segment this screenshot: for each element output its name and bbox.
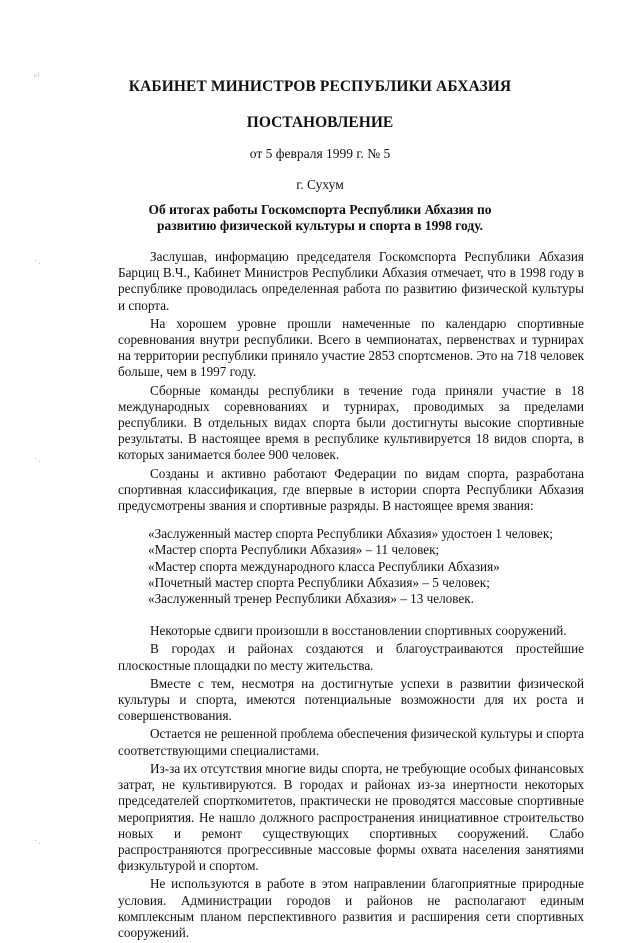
paragraph: Сборные команды республики в течение года приняли участие в 18 международных соревнованиях и турнирах, проводимых за пределами республики. В отдельных видах спорта были достигнуты высокие спортивные результаты. В настоящее время в республике культивируется 18 видов спорта, в которых занимается более 900 человек. [118,382,584,463]
scan-mark: ʿ· [34,456,42,468]
subject-line: развитию физической культуры и спорта в 1998 году. [157,218,483,233]
paragraph: На хорошем уровне прошли намеченные по календарю спортивные соревнования внутри республики. Всего в чемпионатах, первенствах и турнирах на территории республики приняло участие 2853 спортсменов. Это на 718 человек больше, чем в 1997 году. [118,315,584,380]
document-subject [0,202,640,234]
titles-list [148,526,584,607]
paragraph: Заслушав, информацию председателя Госкомспорта Республики Абхазия Барциц В.Ч., Кабинет Министров Республики Абхазия отмечает, что в 1998 году в республике проводилась определенная работа по развитию физической культуры и спорта. [118,249,584,313]
document-body [118,249,584,943]
scan-mark: ʿ· [34,838,42,850]
paragraph: Остается не решенной проблема обеспечения физической культуры и спорта соответствующими специалистами. [118,726,584,758]
document-date-number: от 5 февраля 1999 г. № 5 [249,146,391,161]
paragraph: Из-за их отсутствия многие виды спорта, не требующие особых финансовых затрат, не культивируются. В городах и районах из-за инертности некоторых председателей спорткомитетов, практически не проводятся массовые спортивные мероприятия. Не нашло должного распространения инициативное строительство новых и ремонт существующих спортивных сооружений. Слабо распространяются прогрессивные массовые формы охвата населения занятиями физкультурой и спортом. [118,760,584,874]
paragraph: Вместе с тем, несмотря на достигнутые успехи в развитии физической культуры и спорта, имеются потенциальные возможности для их роста и совершенствования. [118,675,584,724]
document-type: ПОСТАНОВЛЕНИЕ [246,114,394,131]
list-item: «Заслуженный тренер Республики Абхазия» – 13 человек. [148,591,474,607]
list-item: «Мастер спорта международного класса Республики Абхазия» [148,558,500,574]
paragraph: Не используются в работе в этом направлении благоприятные природные условия. Администрации городов и районов не располагают единым комплексным планом перспективного развития и расширения сети спортивных сооружений. [118,876,584,940]
paragraph: Созданы и активно работают Федерации по видам спорта, разработана спортивная классификация, где впервые в истории спорта Республики Абхазия предусмотрены звания и спортивные разряды. В настоящее время звания: [118,465,584,514]
paragraph: В городах и районах создаются и благоустраиваются простейшие плоскостные площадки по месту жительства. [118,641,584,673]
document-city: г. Сухум [296,177,344,192]
scan-mark: ᵃ⁾ [34,71,40,83]
list-item: «Почетный мастер спорта Республики Абхазия» – 5 человек; [148,574,490,590]
paragraph: Некоторые сдвиги произошли в восстановлении спортивных сооружений. [150,623,567,639]
list-item: «Мастер спорта Республики Абхазия» – 11 человек; [148,542,440,558]
scan-mark: ʿ· [34,258,42,270]
subject-line: Об итогах работы Госкомспорта Республики Абхазия по [148,202,492,217]
document-title: КАБИНЕТ МИНИСТРОВ РЕСПУБЛИКИ АБХАЗИЯ [128,78,512,95]
list-item: «Заслуженный мастер спорта Республики Абхазия» удостоен 1 человек; [148,526,553,542]
